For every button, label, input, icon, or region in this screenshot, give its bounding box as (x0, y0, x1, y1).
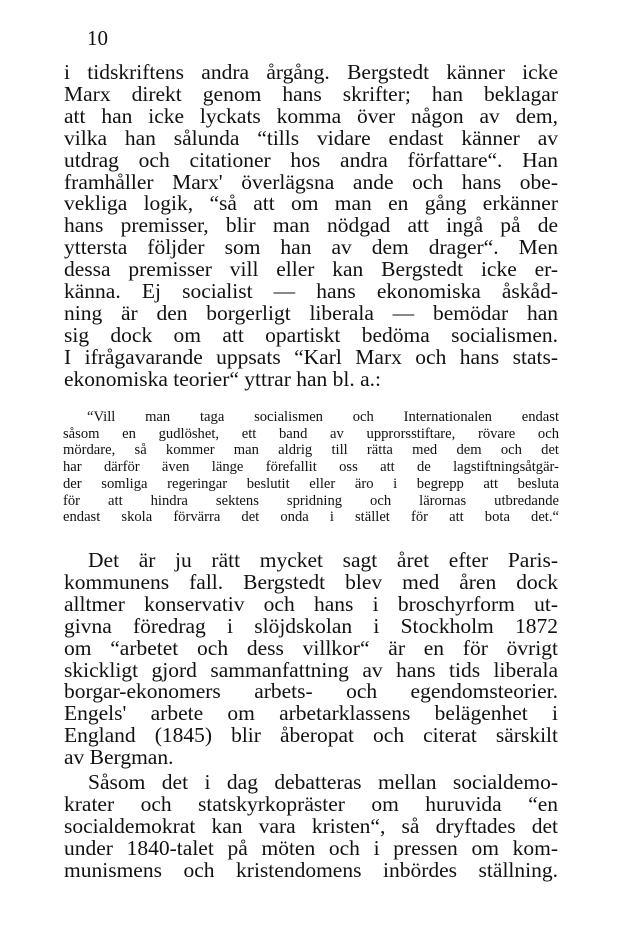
quote-line: har därför även länge förefallit oss att de lagstiftningsåtgär- (63, 459, 559, 476)
quote-line: “Vill man taga socialismen och Internationalen endast (87, 409, 559, 425)
text-line: krater och statskyrkopräster om huruvida “en (64, 791, 558, 816)
text-line: yttersta följder som han av dem drager“. Men (64, 235, 558, 260)
text-line: Marx direkt genom hans skrifter; han beklagar (64, 81, 558, 106)
text-line: Det är ju rätt mycket sagt året efter Paris- (88, 548, 558, 572)
paragraph-3 (64, 772, 558, 882)
quote-line: der somliga regeringar beslutit eller äro i begrepp att besluta (63, 475, 559, 492)
text-line: ning är den borgerligt liberala — bemödar han (64, 300, 558, 325)
quote-line: mördare, så kommer man aldrig till rätta med dem och det (63, 442, 559, 459)
text-line: sig dock om att opartiskt bedöma socialismen. (64, 322, 558, 347)
text-line: under 1840-talet på möten och i pressen om kom- (64, 835, 558, 860)
quote-line: såsom en gudlöshet, ett band av upprorsstiftare, rövare och (63, 425, 559, 442)
quote-line: endast skola förvärra det onda i stället för att bota det.“ (63, 509, 559, 526)
text-line: socialdemokrat kan vara kristen“, så dryftades det (64, 813, 558, 838)
text-line: munismens och kristendomens inbördes ställning. (64, 857, 558, 882)
text-line: framhåller Marx' överlägsna ande och hans obe- (64, 169, 558, 194)
quote-line: för att hindra sektens spridning och lärornas utbredande (63, 492, 559, 509)
text-line: av Bergman. (64, 745, 174, 770)
text-line: utdrag och citationer hos andra författare“. Han (64, 147, 558, 172)
text-line: alltmer konservativ och hans i broschyrform ut- (64, 591, 558, 616)
text-line: Såsom det i dag debatteras mellan socialdemo- (88, 770, 558, 794)
text-line: givna föredrag i slöjdskolan i Stockholm 1872 (64, 613, 558, 638)
paragraph-2 (64, 550, 558, 769)
block-quote (63, 409, 559, 526)
text-line: ekonomiska teorier“ yttrar han bl. a.: (64, 366, 382, 391)
paragraph-1 (64, 62, 558, 391)
text-line: hans premisser, blir man nödgad att ingå på de (64, 213, 558, 238)
text-line: dessa premisser vill eller kan Bergstedt icke er- (64, 257, 558, 282)
page-number: 10 (87, 26, 108, 50)
text-line: vilka han sålunda “tills vidare endast känner av (64, 125, 558, 150)
text-line: kommunens fall. Bergstedt blev med åren dock (64, 569, 558, 594)
text-line: I ifrågavarande uppsats “Karl Marx och hans stats- (64, 344, 558, 369)
text-line: skickligt gjord sammanfattning av hans tids liberala (64, 657, 558, 682)
text-line: att han icke lyckats komma över någon av dem, (64, 103, 558, 128)
text-line: borgar-ekonomers arbets- och egendomsteorier. (64, 679, 558, 704)
text-line: i tidskriftens andra årgång. Bergstedt känner icke (64, 60, 558, 84)
text-line: vekliga logik, “så att om man en gång erkänner (64, 191, 558, 216)
text-line: England (1845) blir åberopat och citerat särskilt (64, 723, 558, 748)
text-line: känna. Ej socialist — hans ekonomiska åskåd- (64, 279, 558, 304)
text-line: Engels' arbete om arbetarklassens belägenhet i (64, 701, 558, 726)
text-line: om “arbetet och dess villkor“ är en för övrigt (64, 635, 558, 660)
